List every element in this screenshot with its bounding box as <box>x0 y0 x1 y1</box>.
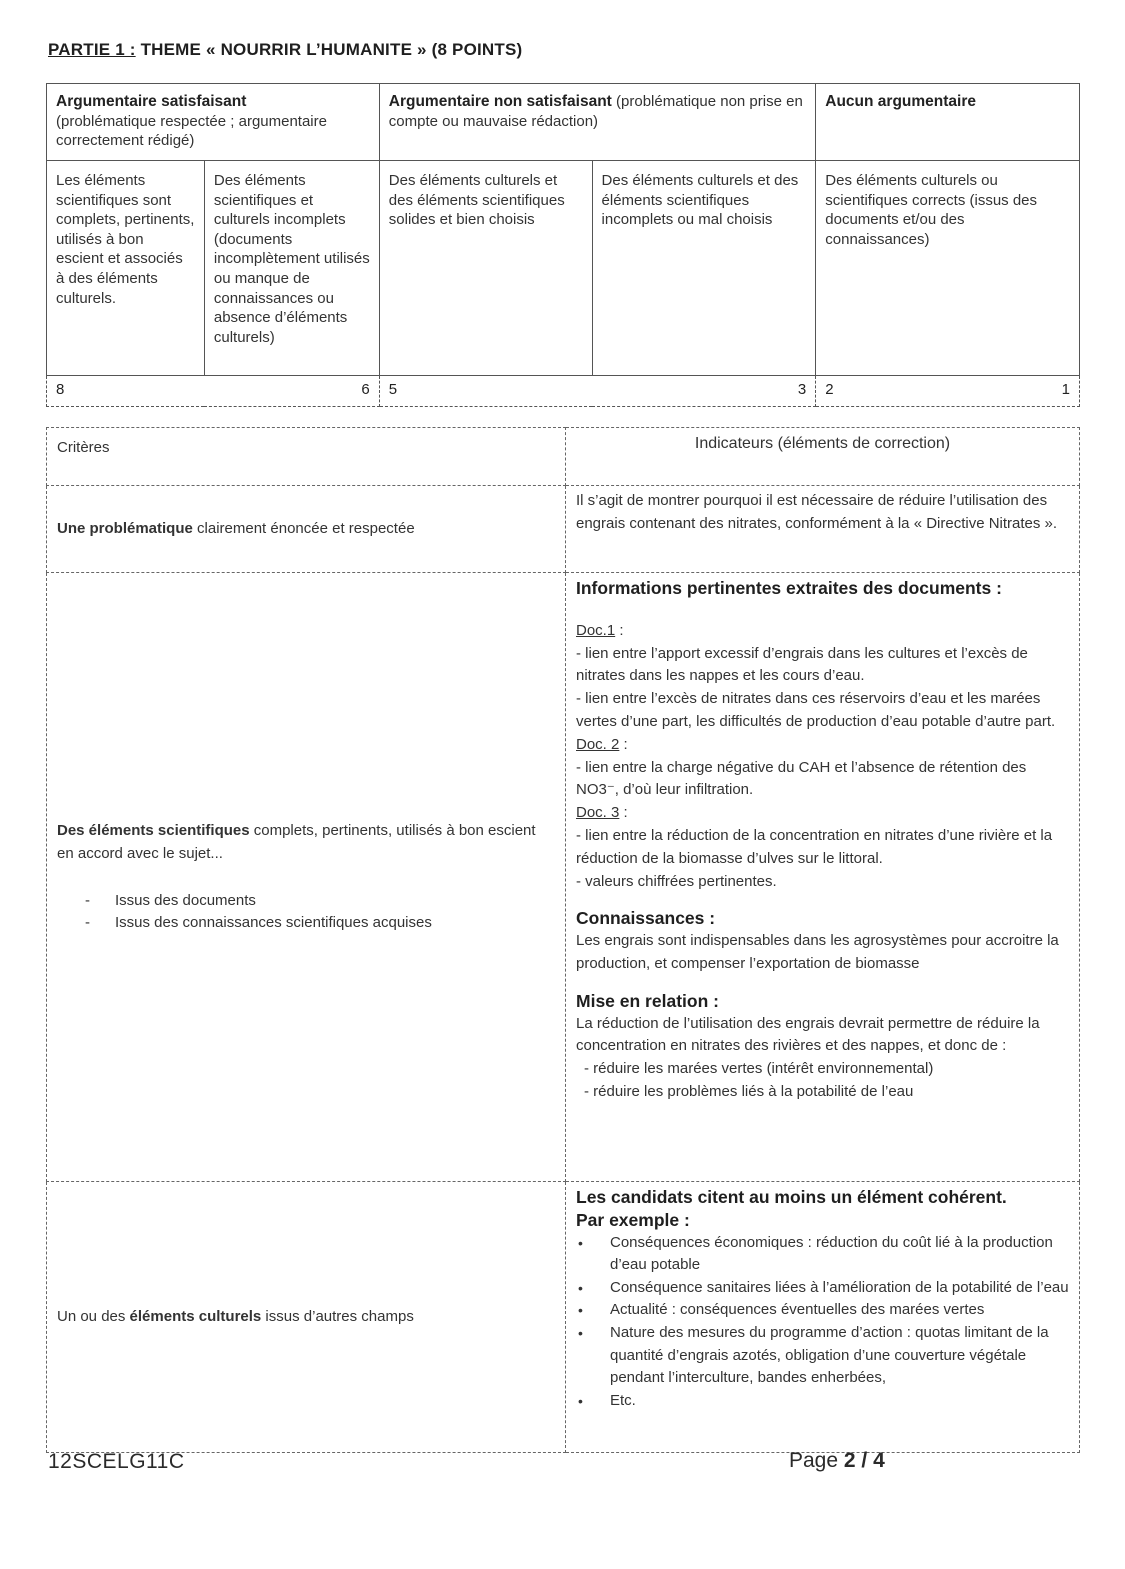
grid-score-row <box>47 376 1080 407</box>
grid-cell: Des éléments culturels et des éléments scientifiques solides et bien choisis <box>379 161 592 376</box>
indicator-text: Il s’agit de montrer pourquoi il est nécessaire de réduire l’utilisation des engrais contenant des nitrates, conformément à la « Directive Nitrates ». <box>566 486 1080 573</box>
grid-header-satisfaisant <box>47 84 380 161</box>
culturels-subtitle: Par exemple : <box>576 1209 690 1230</box>
score-low: 5 <box>388 381 398 398</box>
doc1-line: - lien entre l’excès de nitrates dans ces réservoirs d’eau et les marées vertes d’une part, les difficultés de production d’eau potable d’autre part. <box>576 690 1056 730</box>
list-item: • Etc. <box>576 1390 1069 1413</box>
criterion-bold: éléments culturels <box>129 1307 262 1325</box>
score-high: 6 <box>361 381 370 398</box>
score-low: 2 <box>825 381 834 398</box>
criterion-bold: Des éléments scientifiques <box>57 822 250 840</box>
doc3-heading: Doc. 3 : <box>576 804 628 822</box>
score-range-aucun <box>816 376 1080 407</box>
theme-label: THEME « NOURRIR L’HUMANITE » (8 POINTS) <box>135 40 523 59</box>
criterion-bold: Une problématique <box>57 519 193 537</box>
page-separator: / <box>861 1449 868 1472</box>
score-high: 1 <box>1061 381 1070 398</box>
document-code: 12SCELG11C <box>48 1450 185 1473</box>
relation-title: Mise en relation : <box>576 990 719 1011</box>
indicator-block <box>566 1182 1080 1453</box>
grid-cell: Des éléments scientifiques et culturels incomplets (documents incomplètement utilisés ou manque de connaissances ou absence d’éléments culturels) <box>204 161 379 376</box>
grid-header-aucun <box>816 84 1080 161</box>
criterion-label <box>47 573 566 1182</box>
grid-header-desc: (problématique respectée ; argumentaire correctement rédigé) <box>56 112 327 150</box>
doc1-heading: Doc.1 : <box>576 621 624 639</box>
grid-header-non-satisfaisant <box>379 84 816 161</box>
doc2-heading: Doc. 2 : <box>576 735 628 753</box>
connaissances-title: Connaissances : <box>576 908 716 929</box>
score-low: 8 <box>56 381 65 398</box>
list-item: - Issus des documents <box>85 890 555 912</box>
criterion-label <box>47 1182 566 1453</box>
criterion-text: Un ou des <box>57 1307 130 1325</box>
part-label: PARTIE 1 : <box>48 40 136 59</box>
indicators-header: Indicateurs (éléments de correction) <box>566 428 1080 486</box>
page-total: 4 <box>873 1449 885 1472</box>
doc1-label: Doc.1 <box>576 621 616 639</box>
page-title <box>48 40 522 60</box>
criterion-label <box>47 486 566 573</box>
grid-cell: Les éléments scientifiques sont complets, pertinents, utilisés à bon escient et associés à des éléments culturels. <box>47 161 205 376</box>
criterion-text: complets, pertinents, utilisés à bon escient en accord avec le sujet... <box>57 822 536 862</box>
list-item: - Issus des connaissances scientifiques acquises <box>85 912 555 934</box>
list-item: • Actualité : conséquences éventuelles des marées vertes <box>576 1299 1069 1322</box>
doc3-line: - lien entre la réduction de la concentration en nitrates d’une rivière et la réduction de la biomasse d’ulves sur le littoral. <box>576 826 1053 867</box>
grid-header-title: Argumentaire non satisfaisant <box>388 93 612 110</box>
criteria-row-scientifiques <box>47 573 1080 1182</box>
connaissances-text: Les engrais sont indispensables dans les agrosystèmes pour accroitre la production, et compenser l’exportation de biomasse <box>576 932 1059 972</box>
doc2-line: - lien entre la charge négative du CAH et l’absence de rétention des NO3⁻, d’où leur infiltration. <box>576 758 1027 799</box>
criteria-row-problematique <box>47 486 1080 573</box>
grading-grid <box>46 83 1080 407</box>
criterion-text: issus d’autres champs <box>261 1307 414 1325</box>
culturels-title: Les candidats citent au moins un élément cohérent. <box>576 1187 1007 1207</box>
culturels-list <box>576 1232 1069 1413</box>
criteria-table <box>46 427 1080 1453</box>
grid-header-desc: (problématique non prise en compte ou mauvaise rédaction) <box>388 93 803 130</box>
criteria-header-row <box>47 428 1080 486</box>
doc1-line: - lien entre l’apport excessif d’engrais dans les cultures et l’excès de nitrates dans les nappes et les cours d’eau. <box>576 644 1028 685</box>
grid-cell: Des éléments culturels ou scientifiques corrects (issus des documents et/ou des connaissances) <box>816 161 1080 376</box>
grid-header-row <box>47 84 1080 161</box>
relation-item: - réduire les problèmes liés à la potabilité de l’eau <box>584 1082 914 1100</box>
doc3-line: - valeurs chiffrées pertinentes. <box>576 872 777 890</box>
criterion-sources-list <box>85 890 555 934</box>
list-item: • Conséquences économiques : réduction du coût lié à la production d’eau potable <box>576 1232 1069 1277</box>
doc3-label: Doc. 3 <box>576 804 620 822</box>
page-label: Page <box>789 1449 839 1472</box>
page-number <box>789 1449 885 1473</box>
grid-header-title: Argumentaire satisfaisant <box>56 93 247 110</box>
criterion-text: clairement énoncée et respectée <box>192 519 415 537</box>
grid-body-row <box>47 161 1080 376</box>
indicator-block <box>566 573 1080 1182</box>
relation-item: - réduire les marées vertes (intérêt environnemental) <box>584 1060 934 1078</box>
score-high: 3 <box>797 381 807 398</box>
list-item: • Nature des mesures du programme d’action : quotas limitant de la quantité d’engrais azotés, obligation d’une couverture végétale pendant l’interculture, bandes enherbées, <box>576 1322 1069 1390</box>
score-range-satisfaisant <box>47 376 380 407</box>
page-current: 2 <box>843 1449 856 1472</box>
info-title: Informations pertinentes extraites des documents : <box>576 578 1002 598</box>
grid-cell: Des éléments culturels et des éléments scientifiques incomplets ou mal choisis <box>592 161 816 376</box>
grid-header-title: Aucun argumentaire <box>825 93 976 110</box>
doc2-label: Doc. 2 <box>576 735 620 753</box>
score-range-non-satisfaisant <box>379 376 816 407</box>
relation-text: La réduction de l’utilisation des engrais devrait permettre de réduire la concentration en nitrates des rivières et des nappes, et donc de : <box>576 1014 1040 1055</box>
criteria-header: Critères <box>47 428 566 486</box>
list-item: • Conséquence sanitaires liées à l’amélioration de la potabilité de l’eau <box>576 1277 1069 1300</box>
criteria-row-culturels <box>47 1182 1080 1453</box>
